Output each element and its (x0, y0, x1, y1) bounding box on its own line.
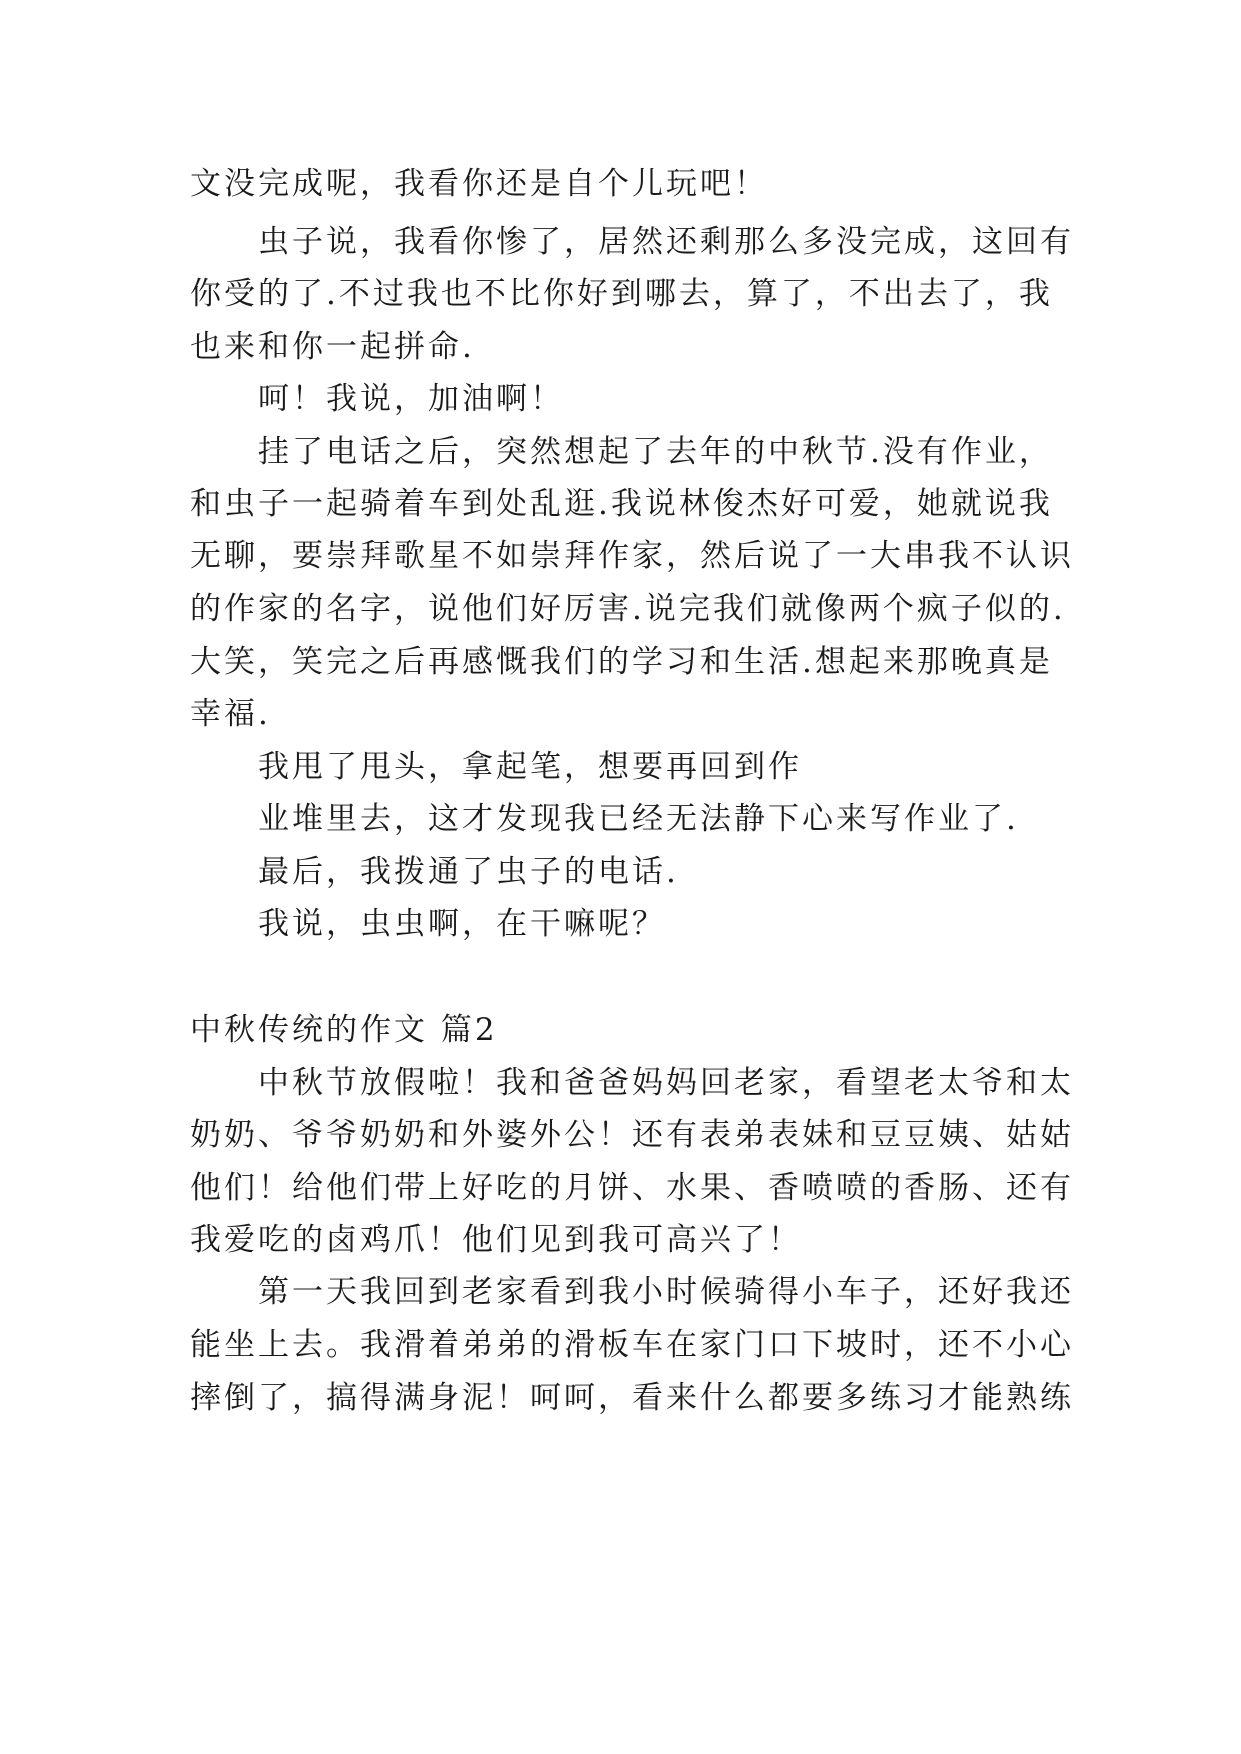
section-title: 中秋传统的作文 篇2 (190, 1012, 498, 1048)
text-line: 第一天我回到老家看到我小时候骑得小车子，还好我还 (258, 1274, 1074, 1310)
text-line: 文没完成呢，我看你还是自个儿玩吧！ (190, 166, 768, 202)
text-line: 你受的了.不过我也不比你好到哪去，算了，不出去了，我 (190, 276, 1053, 312)
text-line: 最后，我拨通了虫子的电话. (258, 854, 679, 890)
text-line: 我爱吃的卤鸡爪！他们见到我可高兴了！ (190, 1222, 802, 1258)
text-line: 奶奶、爷爷奶奶和外婆外公！还有表弟表妹和豆豆姨、姑姑 (190, 1117, 1074, 1153)
text-line: 能坐上去。我滑着弟弟的滑板车在家门口下坡时，还不小心 (190, 1327, 1074, 1363)
text-line: 我甩了甩头，拿起笔，想要再回到作 (258, 749, 802, 785)
text-line: 幸福. (190, 696, 271, 732)
text-line: 挂了电话之后，突然想起了去年的中秋节.没有作业， (258, 434, 1053, 470)
text-line: 和虫子一起骑着车到处乱逛.我说林俊杰好可爱，她就说我 (190, 486, 1053, 522)
text-line: 他们！给他们带上好吃的月饼、水果、香喷喷的香肠、还有 (190, 1170, 1074, 1206)
text-line: 大笑，笑完之后再感慨我们的学习和生活.想起来那晚真是 (190, 644, 1053, 680)
text-line: 的作家的名字，说他们好厉害.说完我们就像两个疯子似的. (190, 591, 1066, 627)
text-line: 中秋节放假啦！我和爸爸妈妈回老家，看望老太爷和太 (258, 1065, 1074, 1101)
text-line: 我说，虫虫啊，在干嘛呢？ (258, 906, 666, 942)
text-line: 业堆里去，这才发现我已经无法静下心来写作业了. (258, 801, 1019, 837)
text-line: 虫子说，我看你惨了，居然还剩那么多没完成，这回有 (258, 224, 1074, 260)
text-line: 也来和你一起拼命. (190, 329, 475, 365)
text-line: 摔倒了，搞得满身泥！呵呵，看来什么都要多练习才能熟练 (190, 1380, 1074, 1416)
text-line: 呵！我说，加油啊！ (258, 381, 564, 417)
text-line: 无聊，要崇拜歌星不如崇拜作家，然后说了一大串我不认识 (190, 538, 1074, 574)
